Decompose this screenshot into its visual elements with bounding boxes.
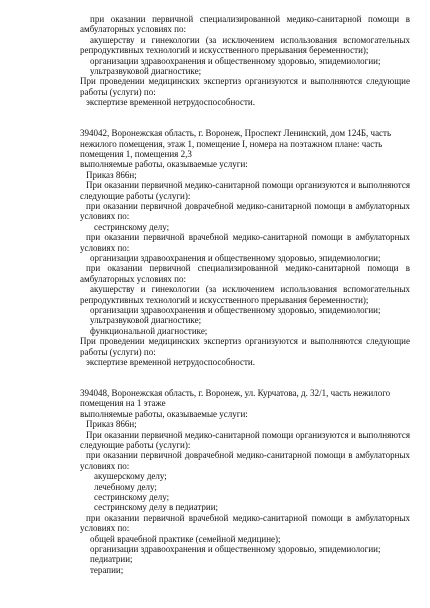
text-line: работы (услуги) по: — [80, 86, 156, 97]
text-line: следующие работы (услуги): — [80, 440, 191, 451]
text-line: репродуктивных технологий и искусственного прерывания беременности); — [80, 294, 369, 305]
text-line: общей врачебной практике (семейной медицине); — [90, 533, 281, 544]
text-line: ультразвуковой диагностике; — [90, 65, 202, 76]
text-line: Приказ 866н; — [86, 419, 137, 430]
text-line: работы (услуги) по: — [80, 346, 156, 357]
text-line: акушерскому делу; — [94, 471, 167, 482]
text-line: При оказании первичной медико-санитарной помощи организуются и выполняются — [86, 429, 410, 440]
text-line: При проведении медицинских экспертиз организуются и выполняются следующие — [80, 76, 410, 87]
text-line: организации здравоохранения и общественному здоровью, эпидемиологии; — [90, 543, 381, 554]
text-line: терапии; — [90, 564, 124, 575]
text-line: выполняемые работы, оказываемые услуги: — [80, 159, 248, 170]
text-line: 394048, Воронежская область, г. Воронеж, ул. Курчатова, д. 32/1, часть нежилого — [80, 388, 391, 399]
text-line: следующие работы (услуги): — [80, 190, 191, 201]
text-line: при оказании первичной врачебной медико-санитарной помощи в амбулаторных — [86, 232, 410, 243]
text-line: ультразвуковой диагностике; — [90, 315, 202, 326]
text-line: при оказании первичной доврачебной медико-санитарной помощи в амбулаторных — [86, 450, 410, 461]
text-line: При оказании первичной медико-санитарной помощи организуются и выполняются — [86, 180, 410, 191]
text-line: амбулаторных условиях по: — [80, 273, 186, 284]
text-line: при оказании первичной специализированной медико-санитарной помощи в — [86, 263, 410, 274]
text-line: лечебному делу; — [94, 481, 157, 492]
text-line: при оказании первичной доврачебной медико-санитарной помощи в амбулаторных — [86, 201, 410, 212]
text-line: 394042, Воронежская область, г. Воронеж, Проспект Ленинский, дом 124Б, часть — [80, 128, 392, 139]
text-line: организации здравоохранения и общественному здоровью, эпидемиологии; — [90, 304, 381, 315]
document-body — [80, 14, 410, 575]
text-line: помещения на 1 этаже — [80, 398, 166, 409]
text-line: акушерству и гинекологии (за исключением использования вспомогательных — [90, 34, 410, 45]
text-line: условиях по: — [80, 242, 130, 253]
text-line: педиатрии; — [90, 554, 133, 565]
text-line: сестринскому делу; — [94, 491, 170, 502]
text-line: нежилого помещения, этаж 1, помещение I, номера на поэтажном плане: часть — [80, 138, 383, 149]
text-line: экспертизе временной нетрудоспособности. — [86, 356, 255, 367]
text-line: организации здравоохранения и общественному здоровью, эпидемиологии; — [90, 55, 381, 66]
text-line: экспертизе временной нетрудоспособности. — [86, 97, 255, 108]
text-line: условиях по: — [80, 211, 130, 222]
text-line: условиях по: — [80, 523, 130, 534]
blank-line — [80, 118, 410, 128]
blank-line — [80, 378, 410, 388]
text-line: репродуктивных технологий и искусственного прерывания беременности); — [80, 45, 369, 56]
text-line: при оказании первичной специализированной медико-санитарной помощи в — [90, 14, 410, 24]
blank-line — [80, 367, 410, 377]
blank-line — [80, 108, 410, 118]
text-line: сестринскому делу; — [94, 221, 170, 232]
text-line: При проведении медицинских экспертиз организуются и выполняются следующие — [80, 336, 410, 347]
text-line: организации здравоохранения и общественному здоровью, эпидемиологии; — [90, 252, 381, 263]
text-line: сестринскому делу в педиатрии; — [94, 502, 219, 513]
text-line: функциональной диагностике; — [90, 325, 208, 336]
text-line: амбулаторных условиях по: — [80, 24, 186, 35]
text-line: акушерству и гинекологии (за исключением использования вспомогательных — [90, 284, 410, 295]
text-line: Приказ 866н; — [86, 169, 137, 180]
text-line: при оказании первичной врачебной медико-санитарной помощи в амбулаторных — [86, 512, 410, 523]
text-line: выполняемые работы, оказываемые услуги: — [80, 408, 248, 419]
text-line: условиях по: — [80, 460, 130, 471]
text-line: помещения 1, помещения 2,3 — [80, 149, 192, 160]
